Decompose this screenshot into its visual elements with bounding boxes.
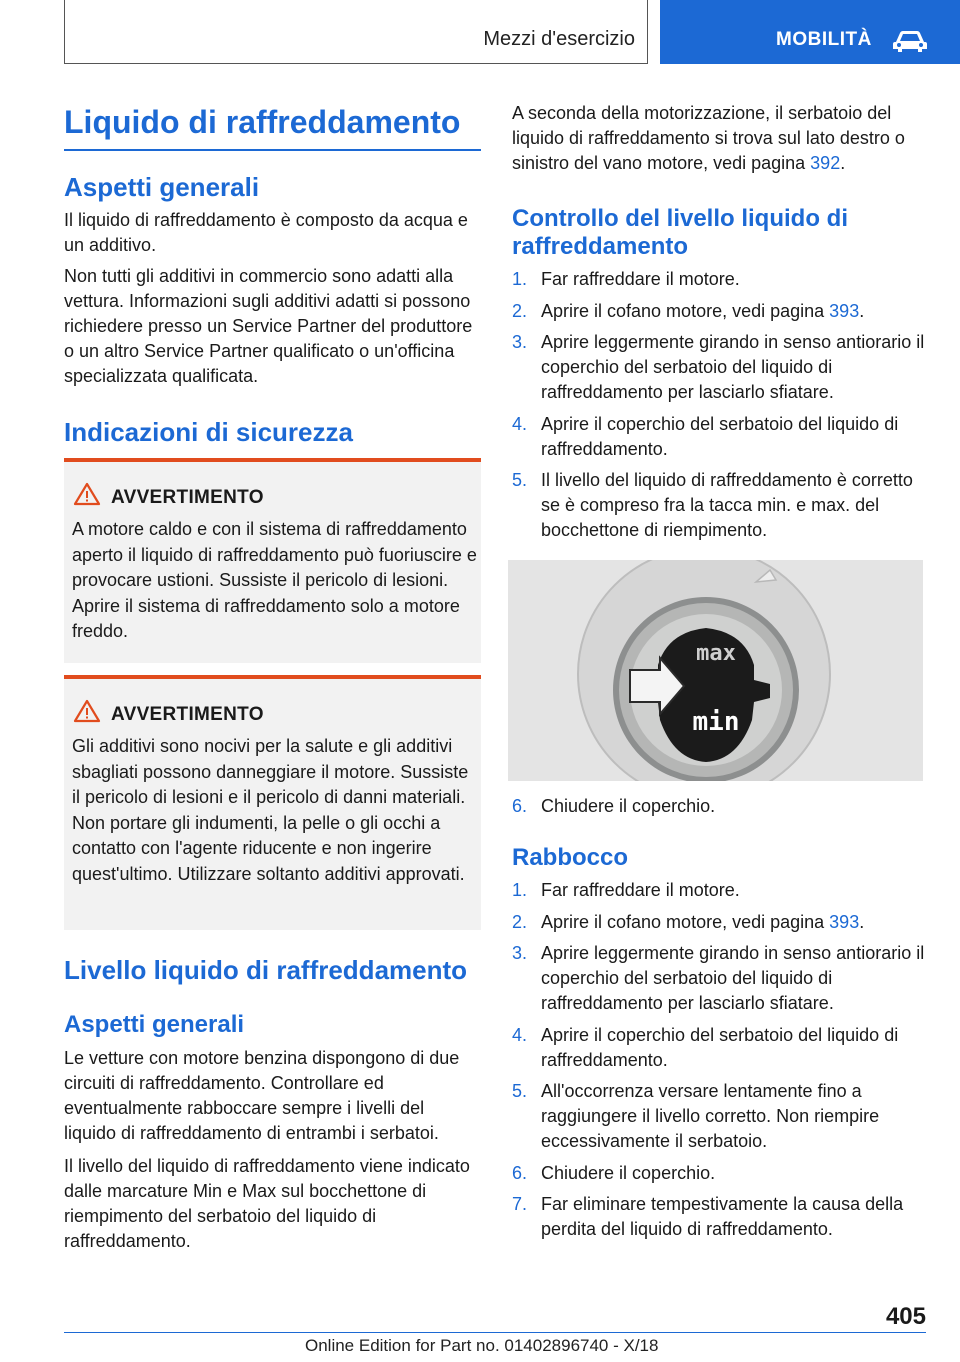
- step-text: Chiudere il coperchio.: [541, 1162, 716, 1183]
- refill-heading: Rabbocco: [512, 844, 629, 871]
- list-item: [512, 412, 927, 462]
- tank-location-period: .: [840, 153, 846, 173]
- step-text-after: .: [859, 911, 865, 932]
- list-item: [512, 941, 927, 1016]
- step-number: 5.: [512, 470, 528, 490]
- coolant-cap-figure: [508, 560, 923, 781]
- step-number: 7.: [512, 1194, 528, 1214]
- step-number: 6.: [512, 1162, 528, 1183]
- list-item: [512, 267, 927, 292]
- list-item: [512, 794, 927, 819]
- check-heading-line-1: Controllo del livello liquido di: [512, 205, 848, 232]
- tank-location-paragraph: [512, 101, 930, 176]
- warning-title-1: AVVERTIMENTO: [111, 487, 264, 508]
- footer-rule: [64, 1332, 926, 1333]
- step-text: Far raffreddare il motore.: [541, 269, 740, 289]
- list-item: [512, 299, 927, 324]
- level-heading: Livello liquido di raffreddamento: [64, 955, 468, 985]
- list-item: [512, 1161, 927, 1186]
- header-section-label: Mezzi d'esercizio: [483, 28, 635, 50]
- step-number: 1.: [512, 269, 528, 289]
- level-paragraph-2: Il livello del liquido di raffreddamento viene indicato dalle marcature Min e Max sul bocchettone di riempimento del serbatoio del liquido di raffreddamento.: [64, 1156, 470, 1251]
- list-item: [512, 878, 927, 903]
- step-number: 4.: [512, 1024, 528, 1045]
- step-text: Aprire il cofano motore, vedi pagina: [541, 911, 830, 932]
- safety-heading: Indicazioni di sicurezza: [64, 417, 353, 447]
- page-number: 405: [885, 1303, 926, 1330]
- header-section-box: [64, 0, 648, 64]
- list-item: [512, 910, 927, 935]
- step-text: Aprire il coperchio del serbatoio del liquido di raffreddamento.: [541, 413, 899, 459]
- step-number: 6.: [512, 796, 528, 816]
- general-paragraph-2: Non tutti gli additivi in commercio sono adatti alla vettura. Informazioni sugli additivi adatti si possono richiedere presso un Service Partner del produttore o un altro Service Partner qualificato o un'officina specializzata qualificata.: [64, 266, 473, 386]
- tank-location-text: A seconda della motorizzazione, il serbatoio del liquido di raffreddamento si trova sul lato destro o sinistro del vano motore, vedi pagina: [512, 103, 905, 173]
- step-text: Aprire il cofano motore, vedi pagina: [541, 300, 830, 321]
- step-text: Chiudere il coperchio.: [541, 796, 716, 816]
- page-link-393[interactable]: 393: [829, 911, 860, 932]
- min-label: min: [692, 707, 740, 737]
- general-heading: Aspetti generali: [64, 172, 260, 202]
- general-paragraph-1: Il liquido di raffreddamento è composto da acqua e un additivo.: [64, 210, 468, 255]
- page-link-392[interactable]: 392: [810, 153, 841, 173]
- check-heading-line-2: raffreddamento: [512, 233, 689, 260]
- coolant-filler-neck-illustration: [508, 560, 923, 781]
- step-text: Far raffreddare il motore.: [541, 880, 740, 900]
- refill-steps-list: [512, 878, 927, 1249]
- warning-box-2: [64, 675, 481, 930]
- step-number: 5.: [512, 1081, 528, 1101]
- step-text: Aprire leggermente girando in senso antiorario il coperchio del serbatoio del liquido di raffreddamento per lasciarlo sfiatare.: [541, 332, 925, 402]
- warning-triangle-icon: [73, 482, 101, 506]
- level-paragraph-1: Le vetture con motore benzina dispongono di due circuiti di raffreddamento. Controllare ed eventualmente rabboccare sempre i livelli del liquido di raffreddamento di entrambi i serbatoi.: [64, 1048, 460, 1143]
- header-chapter-tab[interactable]: [660, 0, 960, 64]
- step-text: All'occorrenza versare lentamente fino a raggiungere il livello corretto. Non riempire eccessivamente il serbatoio.: [541, 1081, 880, 1151]
- title-rule: [64, 149, 481, 151]
- step-number: 4.: [512, 413, 528, 434]
- step-text: Aprire leggermente girando in senso antiorario il coperchio del serbatoio del liquido di raffreddamento per lasciarlo sfiatare.: [541, 943, 925, 1013]
- step-text: Far eliminare tempestivamente la causa della perdita del liquido di raffreddamento.: [541, 1194, 904, 1239]
- warning-triangle-icon: [73, 699, 101, 723]
- level-subheading: Aspetti generali: [64, 1011, 245, 1038]
- max-label: max: [696, 641, 736, 666]
- footer-edition: Online Edition for Part no. 01402896740 - X/18: [305, 1336, 659, 1355]
- warning-text-1: A motore caldo e con il sistema di raffreddamento aperto il liquido di raffreddamento può fuoriuscire e provocare ustioni. Sussiste il pericolo di lesioni. Aprire il sistema di raffreddamento solo a motore freddo.: [72, 519, 477, 641]
- page-link-393[interactable]: 393: [829, 300, 860, 321]
- warning-text-2: Gli additivi sono nocivi per la salute e gli additivi sbagliati possono danneggiare il motore. Sussiste il pericolo di lesioni e il pericolo di danni materiali. Non portare gli indumenti, la pelle o gli occhi a contatto con l'agente riducente e non ingerire quest'ultimo. Utilizzare soltanto additivi approvati.: [72, 736, 469, 884]
- list-item: [512, 330, 927, 405]
- warning-title-2: AVVERTIMENTO: [111, 704, 264, 725]
- step-number: 2.: [512, 300, 528, 321]
- list-item: [512, 1023, 927, 1073]
- step-text-after: .: [859, 300, 865, 321]
- step-number: 2.: [512, 911, 528, 932]
- step-text: Aprire il coperchio del serbatoio del liquido di raffreddamento.: [541, 1024, 899, 1070]
- step-number: 3.: [512, 943, 528, 963]
- list-item: [512, 468, 927, 543]
- check-steps-list: [512, 267, 927, 550]
- step-number: 3.: [512, 332, 528, 352]
- header-chapter-label: MOBILITÀ: [776, 29, 872, 50]
- warning-box-1: [64, 458, 481, 663]
- check-step-6-list: [512, 794, 927, 826]
- car-icon: [892, 29, 928, 53]
- list-item: [512, 1079, 927, 1154]
- page-title: Liquido di raffreddamento: [64, 104, 461, 140]
- step-text: Il livello del liquido di raffreddamento è corretto se è compreso fra la tacca min. e max. del bocchettone di riempimento.: [541, 470, 913, 540]
- step-number: 1.: [512, 880, 528, 900]
- list-item: [512, 1192, 927, 1242]
